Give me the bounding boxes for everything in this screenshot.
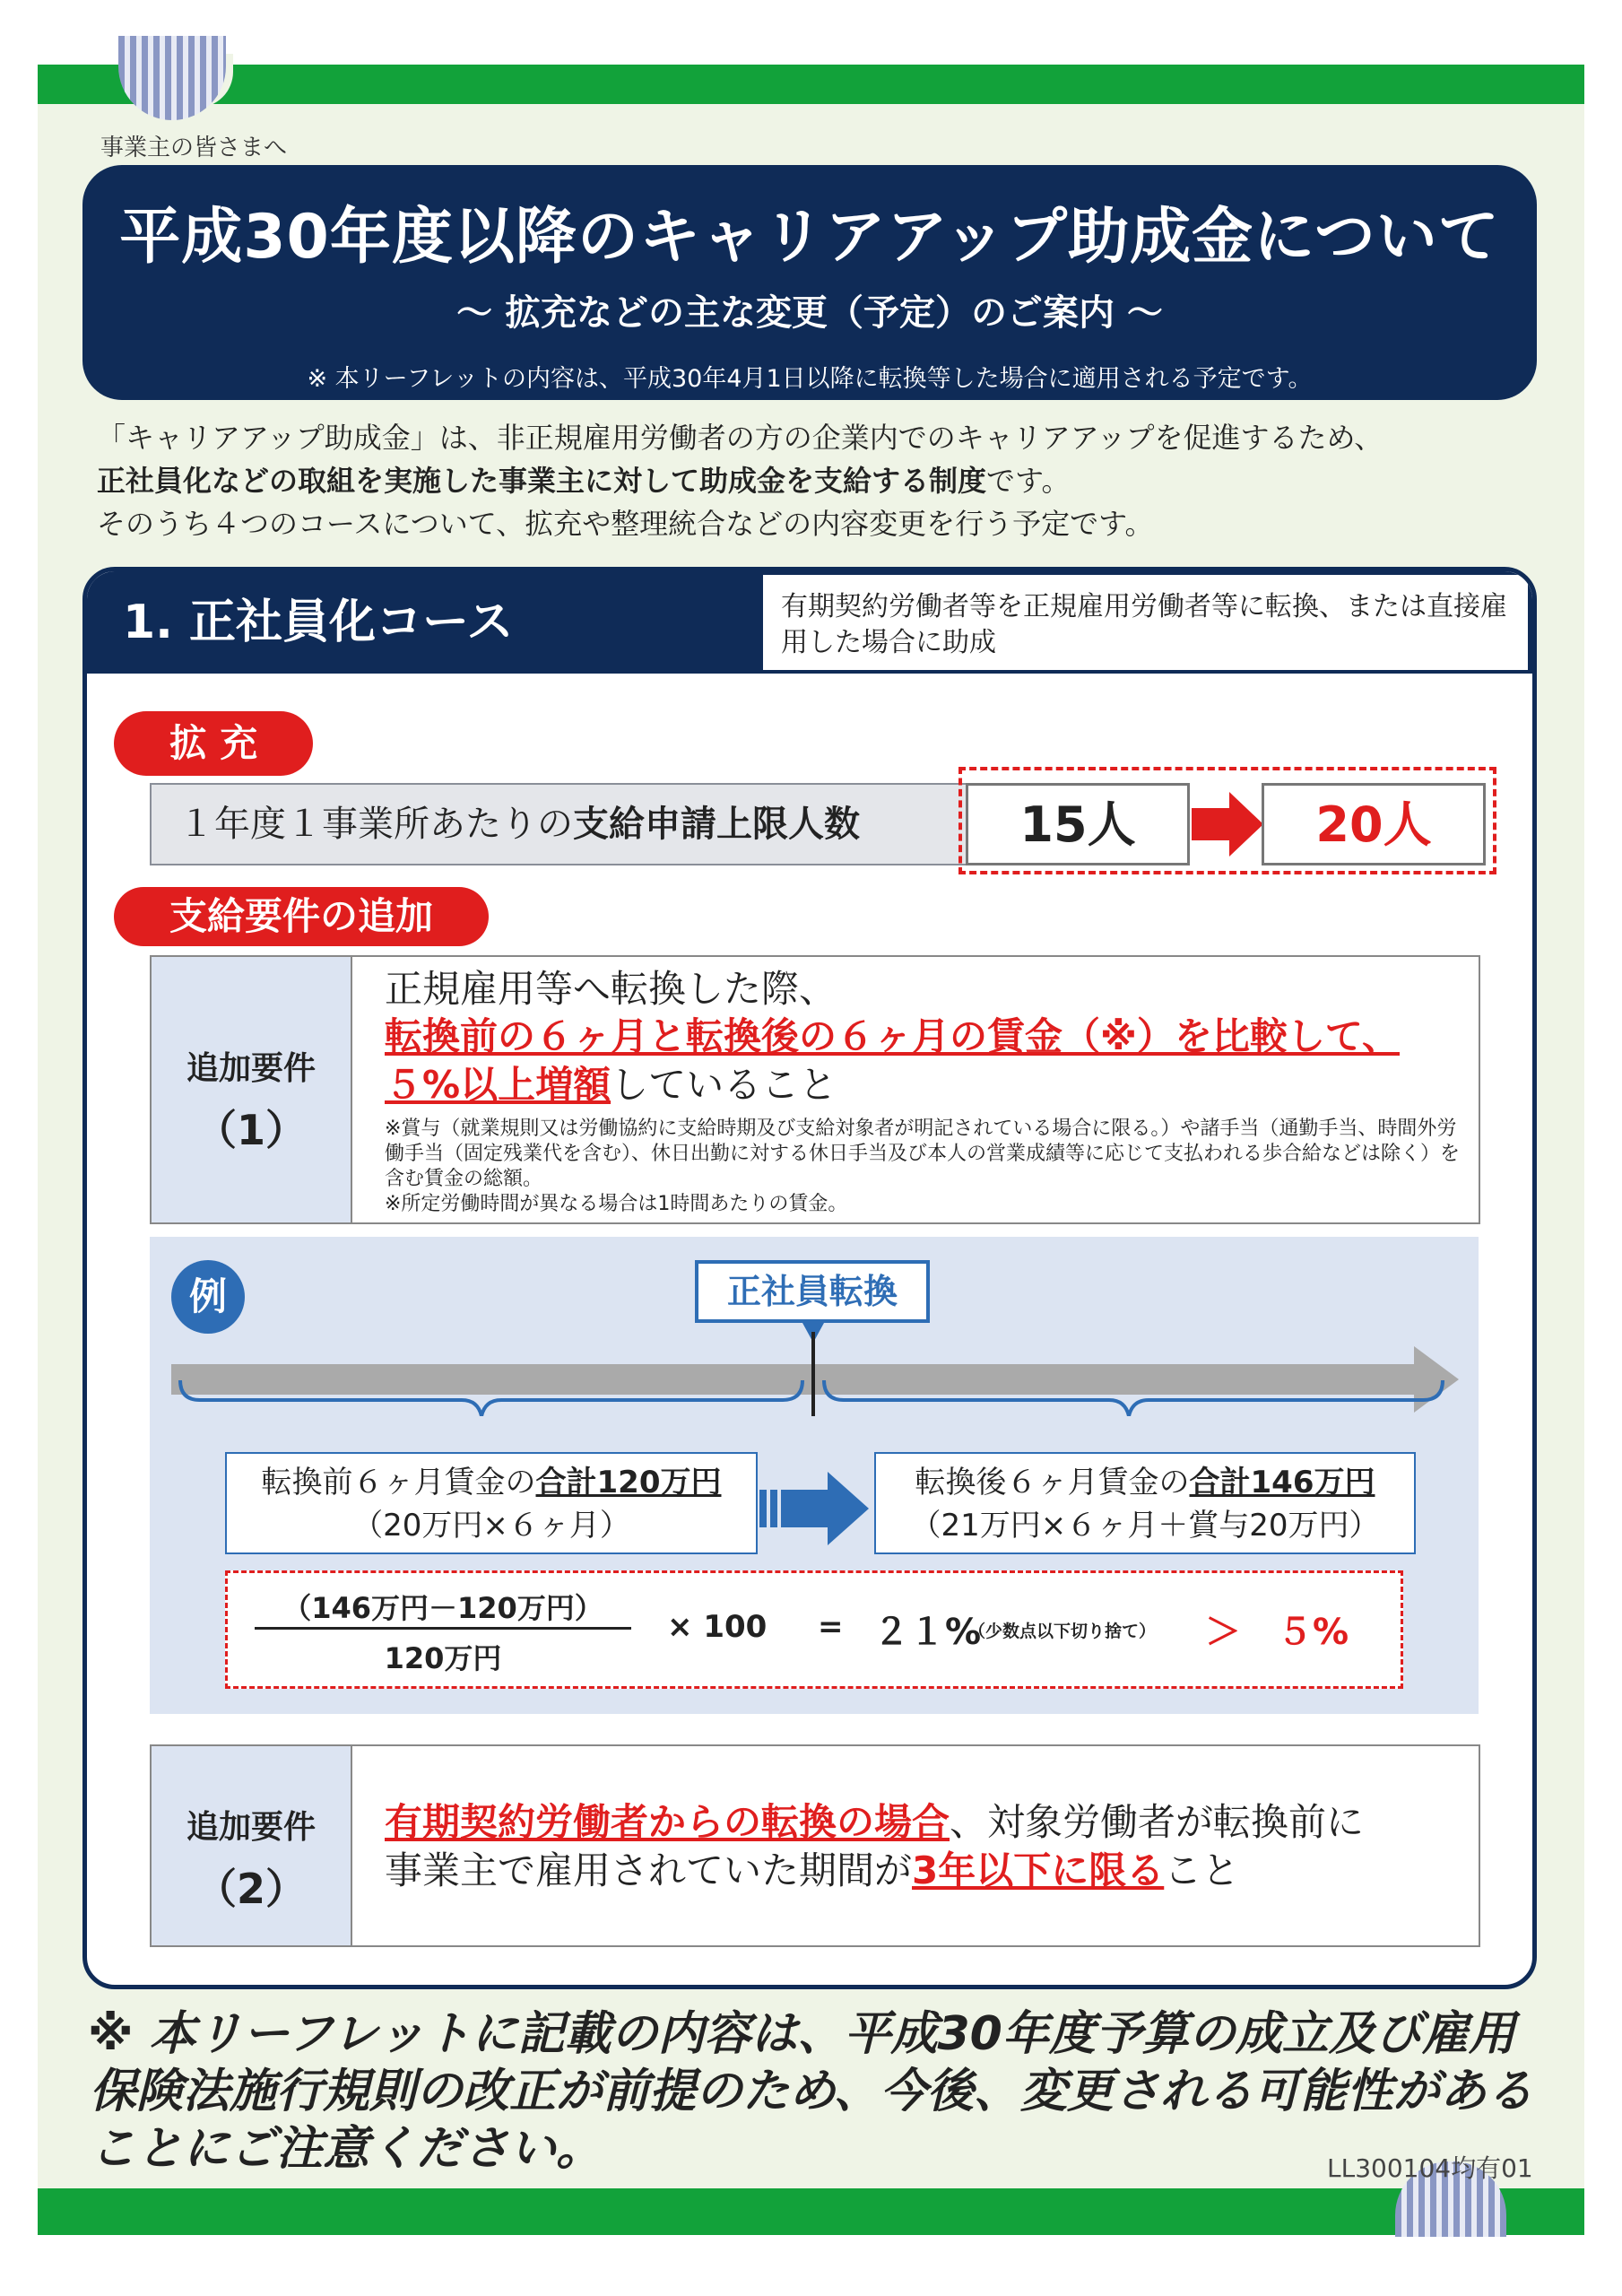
intro-text bbox=[97, 416, 1567, 545]
req2-label-line1: 追加要件 bbox=[186, 1809, 316, 1846]
threshold-value: ５% bbox=[1277, 1612, 1349, 1653]
before-wage-total: 合計120万円 bbox=[535, 1465, 722, 1500]
arrow-right-icon bbox=[1192, 792, 1263, 857]
req1-line3-rest: していること bbox=[611, 1063, 837, 1107]
result-note: （少数点以下切り捨て） bbox=[968, 1622, 1157, 1641]
limit-before: 15人 bbox=[966, 783, 1190, 865]
example-panel bbox=[150, 1237, 1479, 1714]
req2-line1-rest: 、対象労働者が転換前に bbox=[950, 1800, 1365, 1844]
course-section bbox=[82, 567, 1537, 1989]
req2-limit: 3年以下に限る bbox=[912, 1848, 1165, 1892]
req2-label-line2: （2） bbox=[195, 1865, 307, 1913]
title-note: ※ 本リーフレットの内容は、平成30年4月1日以降に転換等した場合に適用される予定です。 bbox=[307, 365, 1313, 393]
req2-line2-end: こと bbox=[1164, 1848, 1240, 1892]
fraction-line bbox=[255, 1627, 631, 1630]
fraction-denominator: 120万円 bbox=[384, 1641, 502, 1675]
footer-note: ※ 本リーフレットに記載の内容は、平成30年度予算の成立及び雇用保険法施行規則の改正が前提のため、今後、変更される可能性があることにご注意ください。 bbox=[88, 2007, 1533, 2176]
arrow-right-icon bbox=[759, 1472, 874, 1545]
before-wage-label: 転換前６ヶ月賃金の bbox=[261, 1465, 536, 1500]
title-banner bbox=[82, 165, 1537, 400]
req2-line1 bbox=[385, 1798, 1479, 1847]
course-description: 有期契約労働者等を正規雇用労働者等に転換、または直接雇用した場合に助成 bbox=[763, 575, 1528, 670]
audience-label: 事業主の皆さまへ bbox=[100, 135, 288, 161]
after-wage-label: 転換後６ヶ月賃金の bbox=[915, 1465, 1190, 1500]
req1-label-line2: （1） bbox=[195, 1106, 307, 1154]
fraction-numerator: （146万円－120万円） bbox=[282, 1591, 603, 1625]
page-subtitle: ～ 拡充などの主な変更（予定）のご案内 ～ bbox=[456, 292, 1163, 334]
limit-after: 20人 bbox=[1262, 783, 1486, 865]
req2-line2-text: 事業主で雇用されていた期間が bbox=[385, 1848, 913, 1892]
intro-bold: 正社員化などの取組を実施した事業主に対して助成金を支給する制度 bbox=[97, 464, 987, 498]
req1-line3 bbox=[385, 1061, 1479, 1109]
calculation-box bbox=[225, 1570, 1403, 1689]
before-wage-box bbox=[225, 1452, 758, 1554]
course-heading: 1. 正社員化コース bbox=[87, 571, 758, 674]
after-wage-line bbox=[876, 1461, 1414, 1504]
intro-line-1: 「キャリアアップ助成金」は、非正規雇用労働者の方の企業内でのキャリアアップを促進するため、 bbox=[97, 421, 1383, 455]
limit-label: １年度１事業所あたりの bbox=[178, 804, 573, 845]
req1-threshold: ５%以上増額 bbox=[385, 1063, 612, 1107]
req2-line2 bbox=[385, 1847, 1479, 1895]
req1-note1: ※賞与（就業規則又は労働協約に支給時期及び支給対象者が明記されている場合に限る。）や諸手当（通勤手当、時間外労働手当（固定残業代を含む）、休日出勤に対する休日手当及び本人の営業成績等に応じて支払われる歩合給などは除く）を含む賃金の総額。 bbox=[385, 1118, 1461, 1190]
before-wage-line bbox=[227, 1461, 756, 1504]
multiplier: × 100 bbox=[667, 1609, 768, 1645]
req1-label-line1: 追加要件 bbox=[186, 1050, 316, 1087]
event-label: 正社員転換 bbox=[695, 1260, 930, 1323]
example-badge: 例 bbox=[171, 1260, 245, 1334]
after-wage-box bbox=[874, 1452, 1416, 1554]
limit-label-bold: 支給申請上限人数 bbox=[573, 804, 860, 845]
intro-line-2-rest: です。 bbox=[986, 464, 1071, 498]
expansion-badge: 拡 充 bbox=[114, 711, 313, 776]
req2-body bbox=[352, 1744, 1480, 1947]
document-code: LL300104均有01 bbox=[1327, 2153, 1533, 2183]
req1-note2: ※所定労働時間が異なる場合は1時間あたりの賃金。 bbox=[385, 1193, 848, 1215]
req2-condition: 有期契約労働者からの転換の場合 bbox=[385, 1800, 950, 1844]
after-wage-detail: （21万円×６ヶ月＋賞与20万円） bbox=[910, 1508, 1380, 1544]
limit-row bbox=[150, 783, 969, 865]
equals-sign: = bbox=[818, 1609, 844, 1645]
timeline bbox=[150, 1318, 1479, 1416]
top-green-band bbox=[38, 65, 1584, 104]
req1-body bbox=[352, 955, 1480, 1224]
bottom-green-band bbox=[38, 2188, 1584, 2235]
after-wage-total: 合計146万円 bbox=[1189, 1465, 1375, 1500]
intro-line-3: そのうち４つのコースについて、拡充や整理統合などの内容変更を行う予定です。 bbox=[97, 507, 1154, 541]
req2-label bbox=[150, 1744, 352, 1947]
req1-label bbox=[150, 955, 352, 1224]
page-title: 平成30年度以降のキャリアアップ助成金について bbox=[119, 202, 1500, 273]
result-value: ２１% bbox=[873, 1612, 982, 1653]
req1-line2: 転換前の６ヶ月と転換後の６ヶ月の賃金（※）を比較して、 bbox=[385, 1014, 1400, 1058]
course-description-box bbox=[758, 571, 1535, 674]
req1-line1: 正規雇用等へ転換した際、 bbox=[385, 967, 837, 1011]
greater-than-sign: ＞ bbox=[1205, 1612, 1241, 1653]
before-wage-detail: （20万円×６ヶ月） bbox=[352, 1508, 630, 1544]
intro-line-2 bbox=[97, 459, 1567, 502]
added-requirements-badge: 支給要件の追加 bbox=[114, 887, 489, 946]
